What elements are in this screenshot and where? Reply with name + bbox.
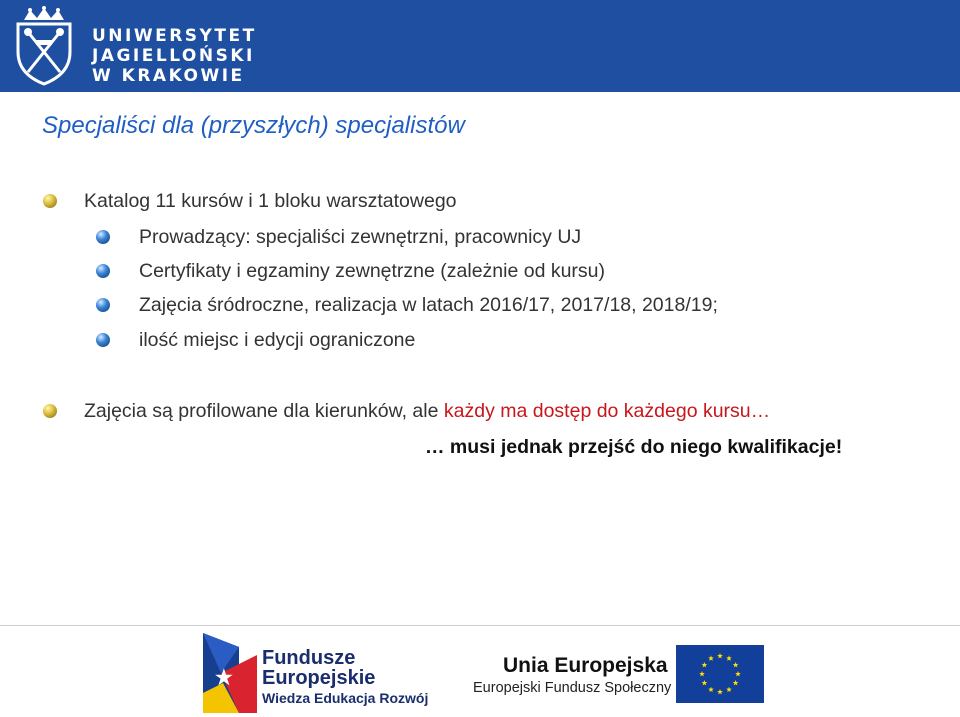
bullet-icon xyxy=(43,404,57,418)
sub-bullet-text: Zajęcia śródroczne, realizacja w latach 2016/17, 2017/18, 2018/19; xyxy=(139,294,718,316)
bullet-icon xyxy=(96,298,110,312)
profile-text xyxy=(84,400,770,423)
sub-bullet-text: ilość miejsc i edycji ograniczone xyxy=(139,329,416,351)
university-logo[interactable] xyxy=(10,6,257,88)
profile-prefix: Zajęcia są profilowane dla kierunków, ale xyxy=(84,400,444,422)
bullet-icon xyxy=(96,333,110,347)
bullet-icon xyxy=(43,194,57,208)
sub-bullet-text: Prowadzący: specjaliści zewnętrzni, pracownicy UJ xyxy=(139,226,582,248)
fe-title-line2: Europejskie xyxy=(262,667,376,689)
european-funds-logo-icon[interactable] xyxy=(203,633,257,713)
bullet-icon xyxy=(96,264,110,278)
page-title: Specjaliści dla (przyszłych) specjalistów xyxy=(42,112,465,139)
footer-divider xyxy=(0,625,960,626)
eu-fund-name: Europejski Fundusz Społeczny xyxy=(473,680,672,696)
logo-line: W KRAKOWIE xyxy=(92,66,245,86)
qualification-note: … musi jednak przejść do niego kwalifikacje! xyxy=(425,436,843,458)
header-bar xyxy=(0,0,960,92)
university-name xyxy=(92,28,257,85)
logo-line: JAGIELLOŃSKI xyxy=(92,46,255,66)
main-bullet-text: Katalog 11 kursów i 1 bloku warsztatowego xyxy=(84,190,457,212)
fe-title-line1: Fundusze xyxy=(262,647,356,669)
bullet-icon xyxy=(96,230,110,244)
logo-line: UNIWERSYTET xyxy=(92,26,257,46)
fe-subtitle: Wiedza Edukacja Rozwój xyxy=(262,690,429,706)
crest-icon xyxy=(10,6,78,86)
profile-highlight: każdy ma dostęp do każdego kursu… xyxy=(443,400,771,422)
sub-bullet-text: Certyfikaty i egzaminy zewnętrzne (zależnie od kursu) xyxy=(139,260,606,282)
eu-title: Unia Europejska xyxy=(503,654,668,677)
eu-flag-icon[interactable] xyxy=(676,645,764,703)
